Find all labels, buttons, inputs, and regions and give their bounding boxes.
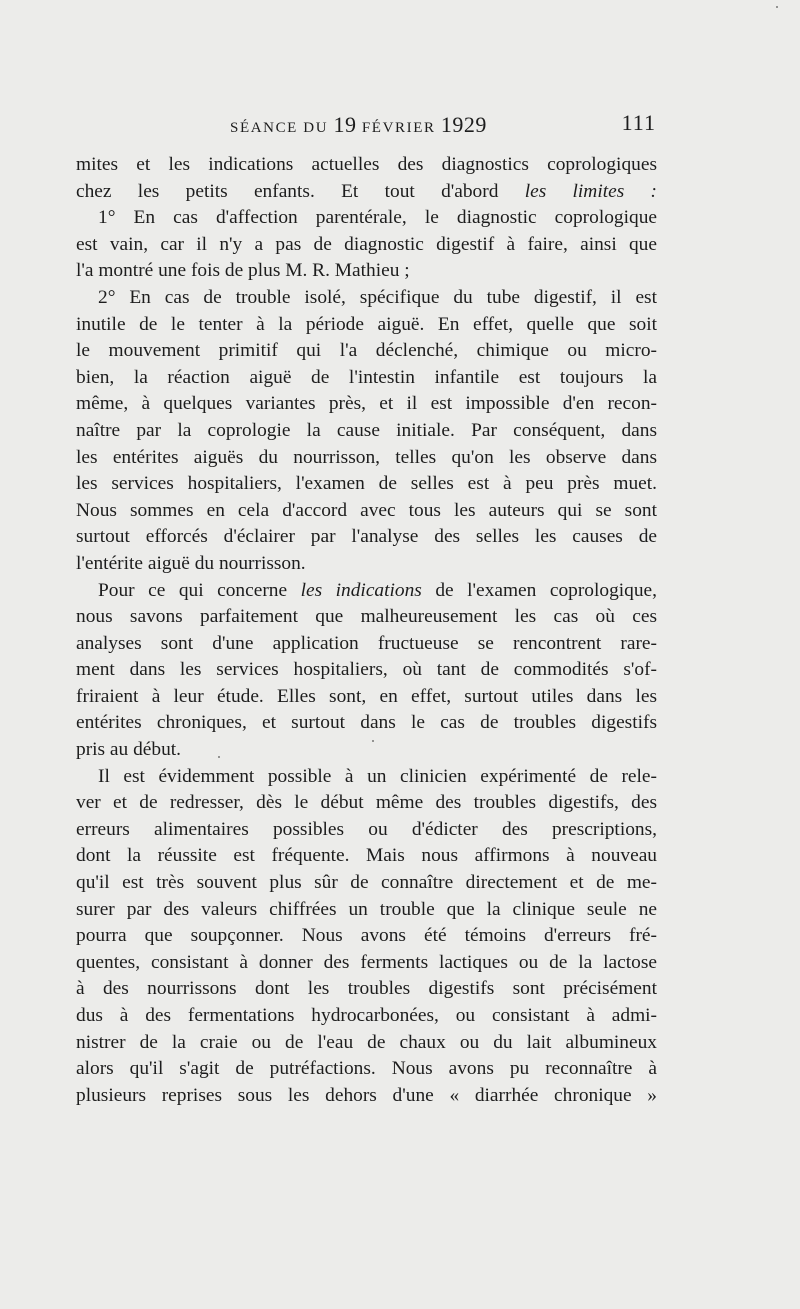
text-line: plusieurs reprises sous les dehors d'une « diarrhée chronique » (76, 1084, 657, 1106)
text-line: à des nourrissons dont les troubles digestifs sont précisément (76, 978, 657, 1000)
text-line: ver et de redresser, dès le début même des troubles digestifs, des (76, 792, 657, 814)
text-line: nistrer de la craie ou de l'eau de chaux ou du lait albumineux (76, 1031, 657, 1053)
scan-speck (218, 756, 220, 758)
text-line: pourra que soupçonner. Nous avons été témoins d'erreurs fré- (76, 925, 657, 947)
text-line: Pour ce qui concerne les indications de l'examen coprologique, (98, 579, 657, 601)
text-line: nous savons parfaitement que malheureusement les cas où ces (76, 606, 657, 628)
running-title (230, 112, 487, 138)
text-line: chez les petits enfants. Et tout d'abord les limites : (76, 180, 657, 202)
text-line: dus à des fermentations hydrocarbonées, ou consistant à admi- (76, 1005, 657, 1026)
text-line: bien, la réaction aiguë de l'intestin infantile est toujours la (76, 366, 657, 388)
text-line: entérites chroniques, et surtout dans le cas de troubles digestifs (76, 712, 657, 734)
text-line: naître par la coprologie la cause initiale. Par conséquent, dans (76, 419, 657, 441)
running-title-part: FÉVRIER (356, 120, 441, 136)
text-line: analyses sont d'une application fructueuse se rencontrent rare- (76, 632, 657, 654)
text-line: alors qu'il s'agit de putréfactions. Nous avons pu reconnaître à (76, 1058, 657, 1080)
text-line: pris au début. (76, 739, 182, 761)
text-line: Il est évidemment possible à un clinicien expérimenté de rele- (98, 765, 657, 787)
text-line: 2° En cas de trouble isolé, spécifique du tube digestif, il est (98, 286, 657, 308)
text-line: 1° En cas d'affection parentérale, le diagnostic coprologique (98, 207, 657, 229)
scan-speck (776, 6, 778, 8)
scan-speck (372, 740, 374, 742)
text-line: Nous sommes en cela d'accord avec tous les auteurs qui se sont (76, 499, 657, 521)
text-line: les entérites aiguës du nourrisson, telles qu'on les observe dans (76, 446, 657, 468)
text-line: erreurs alimentaires possibles ou d'édicter des prescriptions, (76, 818, 657, 840)
text-line: est vain, car il n'y a pas de diagnostic digestif à faire, ainsi que (76, 233, 657, 255)
text-line: qu'il est très souvent plus sûr de connaître directement et de me- (76, 872, 657, 894)
body-text (76, 152, 657, 1109)
italic-phrase: les indications (300, 579, 422, 601)
text-line: surtout efforcés d'éclairer par l'analyse des selles les causes de (76, 526, 657, 548)
text-line: quentes, consistant à donner des ferments lactiques ou de la lactose (76, 951, 657, 973)
page-header (76, 112, 656, 142)
page-number: 111 (621, 110, 656, 135)
running-title-part: SÉANCE DU (230, 120, 334, 136)
text-line: le mouvement primitif qui l'a déclenché, chimique ou micro- (76, 340, 657, 362)
running-title-day: 19 (333, 112, 357, 137)
italic-phrase: les limites : (524, 180, 657, 202)
text-line: même, à quelques variantes près, et il est impossible d'en recon- (76, 393, 657, 415)
text-line: l'entérite aiguë du nourrisson. (76, 552, 306, 574)
text-line: ment dans les services hospitaliers, où tant de commodités s'of- (76, 659, 657, 681)
text-line: mites et les indications actuelles des diagnostics coprologiques (76, 154, 657, 175)
text-line: l'a montré une fois de plus M. R. Mathieu ; (76, 260, 410, 282)
text-line: inutile de le tenter à la période aiguë. En effet, quelle que soit (76, 313, 657, 335)
text-line: surer par des valeurs chiffrées un trouble que la clinique seule ne (76, 898, 657, 920)
text-line: dont la réussite est fréquente. Mais nous affirmons à nouveau (76, 845, 657, 867)
text-line: les services hospitaliers, l'examen de selles est à peu près muet. (76, 473, 657, 495)
text-line: friraient à leur étude. Elles sont, en effet, surtout utiles dans les (76, 685, 657, 707)
running-title-year: 1929 (440, 112, 487, 137)
